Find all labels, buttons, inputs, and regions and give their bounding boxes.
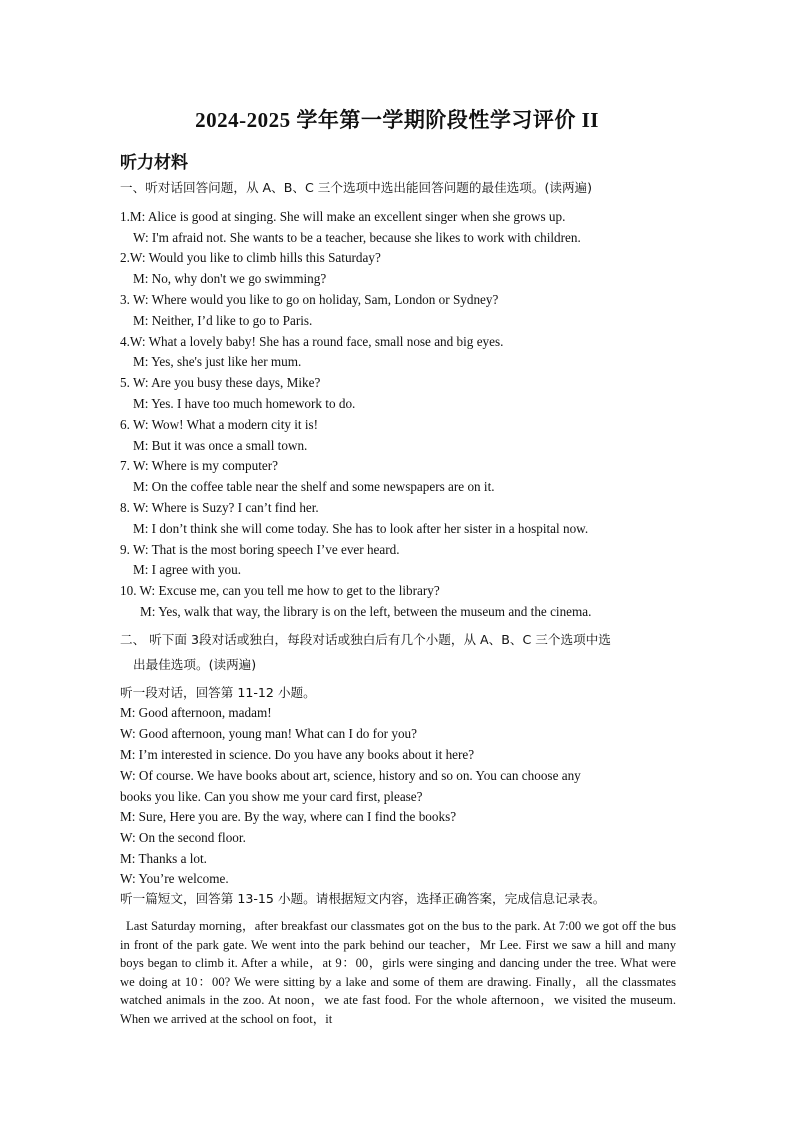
section1-instruction: 一、听对话回答问题，从 A、B、C 三个选项中选出能回答问题的最佳选项。(读两遍) (120, 180, 593, 195)
page-title: 2024-2025 学年第一学期阶段性学习评价 II (195, 108, 599, 132)
dialogue-line: 1.M: Alice is good at singing. She will make an excellent singer when she grows up. (120, 209, 566, 224)
passage-intro: 听一篇短文，回答第 13-15 小题。请根据短文内容，选择正确答案，完成信息记录表。 (120, 891, 606, 906)
section-heading: 听力材料 (120, 153, 188, 173)
dialogue-line: M: I’m interested in science. Do you have any books about it here? (120, 747, 475, 762)
dialogue-line: M: Sure, Here you are. By the way, where can I find the books? (120, 809, 457, 824)
section2-instruction: 二、 听下面 3段对话或独白，每段对话或独白后有几个小题，从 A、B、C 三个选项中选 (120, 632, 611, 647)
dialogue-line: 8. W: Where is Suzy? I can’t find her. (120, 500, 319, 515)
passage-text: Last Saturday morning，after breakfast our classmates got on the bus to the park. At 7:00 we got off the bus in front of the park gate. We went into the park behind our teacher，Mr Lee. First we saw a hill and many boys began to climb it. After a while，at 9：00，girls were singing and dancing under the tree. What were we doing at 10：00? We were sitting by a lake and some of them are drawing. Finally，all the classmates watched animals in the zoo. At noon，we ate fast food. For the whole afternoon，we visited the museum. When we arrived at the school on foot，it (120, 919, 676, 1026)
dialogue-line: M: Good afternoon, madam! (120, 705, 272, 720)
dialogue-line: M: I don’t think she will come today. She has to look after her sister in a hospital now. (133, 521, 589, 536)
dialogue-line: M: No, why don't we go swimming? (133, 271, 327, 286)
dialogue-line: W: Of course. We have books about art, science, history and so on. You can choose any (120, 768, 581, 783)
dialogue-line: W: Good afternoon, young man! What can I do for you? (120, 726, 417, 741)
dialogue-line: 4.W: What a lovely baby! She has a round face, small nose and big eyes. (120, 334, 504, 349)
dialogue-line: 3. W: Where would you like to go on holiday, Sam, London or Sydney? (120, 292, 499, 307)
dialogue-line: M: Thanks a lot. (120, 851, 207, 866)
dialogue-line: M: Yes. I have too much homework to do. (133, 396, 356, 411)
dialogue-line: 10. W: Excuse me, can you tell me how to get to the library? (120, 583, 440, 598)
section2-instruction-cont: 出最佳选项。(读两遍) (133, 657, 257, 672)
dialogue-line: M: But it was once a small town. (133, 438, 308, 453)
dialogue-line: 7. W: Where is my computer? (120, 458, 278, 473)
dialogue-line: M: On the coffee table near the shelf and some newspapers are on it. (133, 479, 495, 494)
dialogue-line: W: I'm afraid not. She wants to be a teacher, because she likes to work with children. (133, 230, 581, 245)
dialogue-line: W: You’re welcome. (120, 871, 229, 886)
dialogue-line: M: Yes, she's just like her mum. (133, 354, 302, 369)
dialogue-line: M: Yes, walk that way, the library is on the left, between the museum and the cinema. (140, 604, 592, 619)
dialogue-line: books you like. Can you show me your card first, please? (120, 789, 423, 804)
dialogue-line: 6. W: Wow! What a modern city it is! (120, 417, 319, 432)
dialogue-line: 9. W: That is the most boring speech I’ve ever heard. (120, 542, 400, 557)
dialogue-intro: 听一段对话，回答第 11-12 小题。 (120, 685, 316, 700)
dialogue-line: M: Neither, I’d like to go to Paris. (133, 313, 313, 328)
dialogue-line: W: On the second floor. (120, 830, 246, 845)
dialogue-line: M: I agree with you. (133, 562, 242, 577)
dialogue-line: 5. W: Are you busy these days, Mike? (120, 375, 321, 390)
dialogue-line: 2.W: Would you like to climb hills this Saturday? (120, 250, 381, 265)
